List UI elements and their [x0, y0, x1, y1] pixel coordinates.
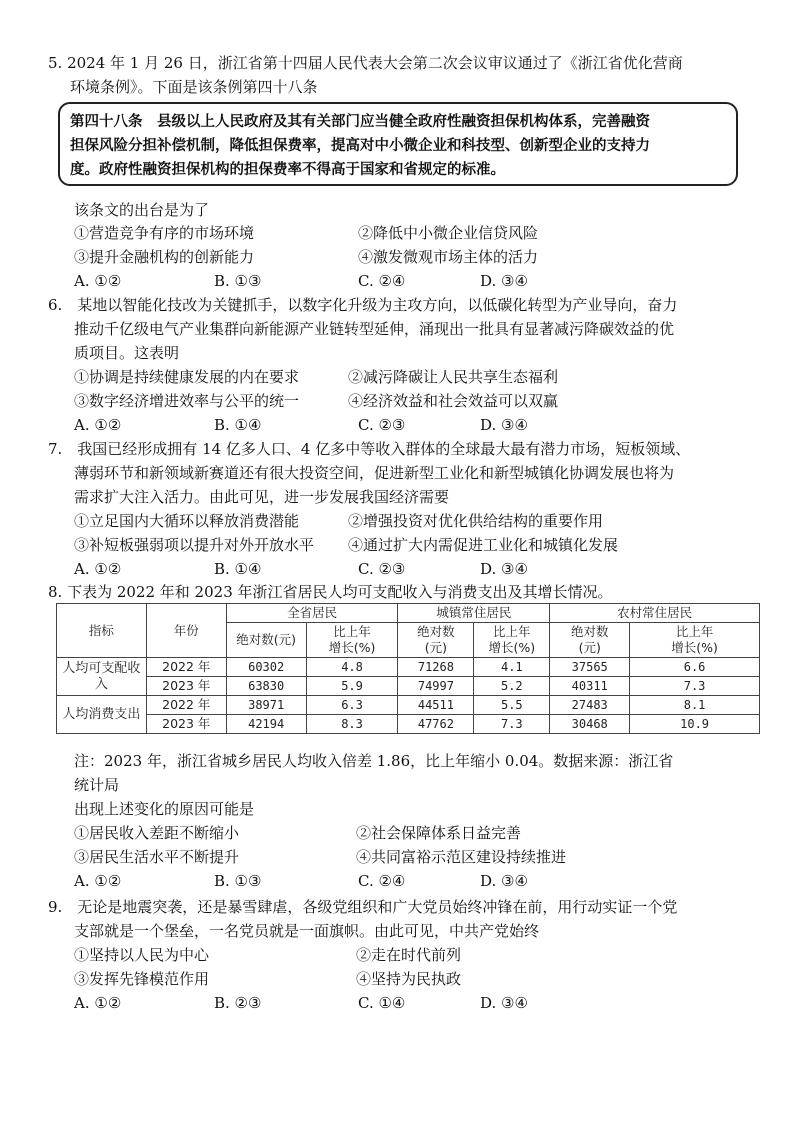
q7-option-1: ①立足国内大循环以释放消费潜能 [74, 512, 300, 530]
table-cell: 63830 [226, 677, 306, 696]
q9-option-3: ③发挥先锋模范作用 [74, 970, 210, 988]
table-row [57, 677, 760, 696]
q6-answer-d[interactable]: D. ③④ [480, 416, 528, 434]
q8-answer-d[interactable]: D. ③④ [480, 872, 528, 890]
q9-stem-line1: 9. 无论是地震突袭，还是暴雪肆虐，各级党组织和广大党员始终冲锋在前，用行动实证一个党 [48, 898, 678, 916]
header-urban: 城镇常住居民 [398, 604, 550, 623]
table-cell: 5.2 [474, 677, 550, 696]
q8-answer-b[interactable]: B. ①③ [214, 872, 262, 890]
table-cell: 44511 [398, 696, 474, 715]
q8-answer-c[interactable]: C. ②④ [358, 872, 406, 890]
q6-answer-a[interactable]: A. ①② [74, 416, 122, 434]
table-cell: 60302 [226, 658, 306, 677]
q5-answer-a[interactable]: A. ①② [74, 272, 122, 290]
table-cell: 8.1 [630, 696, 760, 715]
header-absolute: 绝对数 (元) [398, 623, 474, 658]
article-line: 第四十八条 县级以上人民政府及其有关部门应当健全政府性融资担保机构体系，完善融资 [70, 113, 650, 130]
year-cell: 2022 年 [146, 696, 226, 715]
header-growth: 比上年 增长(%) [630, 623, 760, 658]
q5-answer-d[interactable]: D. ③④ [480, 272, 528, 290]
header-absolute: 绝对数 (元) [550, 623, 630, 658]
table-cell: 27483 [550, 696, 630, 715]
q9-answer-a[interactable]: A. ①② [74, 994, 122, 1012]
header-growth: 比上年 增长(%) [474, 623, 550, 658]
table-row [57, 658, 760, 677]
q9-stem-line2: 支部就是一个堡垒，一名党员就是一面旗帜。由此可见，中共产党始终 [74, 922, 540, 940]
header-rural: 农村常住居民 [550, 604, 760, 623]
table-cell: 74997 [398, 677, 474, 696]
q5-option-2: ②降低中小微企业信贷风险 [358, 224, 539, 242]
header-growth: 比上年 增长(%) [306, 623, 398, 658]
table-cell: 38971 [226, 696, 306, 715]
q6-stem-line2: 推动千亿级电气产业集群向新能源产业链转型延伸，涌现出一批具有显著减污降碳效益的优 [74, 320, 675, 338]
q6-option-3: ③数字经济增进效率与公平的统一 [74, 392, 300, 410]
q9-answer-b[interactable]: B. ②③ [214, 994, 262, 1012]
q9-option-4: ④坚持为民执政 [356, 970, 462, 988]
table-row [57, 715, 760, 734]
q8-question: 出现上述变化的原因可能是 [74, 800, 255, 818]
table-cell: 6.3 [306, 696, 398, 715]
header-year: 年份 [146, 604, 226, 658]
q8-note-line2: 统计局 [74, 776, 120, 794]
article-48-box [58, 102, 738, 186]
q8-note-line1: 注：2023 年，浙江省城乡居民人均收入倍差 1.86，比上年缩小 0.04。数据来源：浙江省 [74, 752, 674, 770]
q7-answer-b[interactable]: B. ①④ [214, 560, 262, 578]
row-label-spending: 人均消费支出 [57, 696, 147, 734]
table-cell: 7.3 [630, 677, 760, 696]
q7-stem-line2: 薄弱环节和新领域新赛道还有很大投资空间，促进新型工业化和新型城镇化协调发展也将为 [74, 464, 675, 482]
article-line: 担保风险分担补偿机制，降低担保费率，提高对中小微企业和科技型、创新型企业的支持力 [70, 137, 650, 154]
q8-option-4: ④共同富裕示范区建设持续推进 [356, 848, 567, 866]
q7-option-3: ③补短板强弱项以提升对外开放水平 [74, 536, 315, 554]
income-spending-table [56, 603, 760, 734]
q9-answer-c[interactable]: C. ①④ [358, 994, 406, 1012]
table-cell: 71268 [398, 658, 474, 677]
table-cell: 40311 [550, 677, 630, 696]
article-line: 度。政府性融资担保机构的担保费率不得高于国家和省规定的标准。 [70, 161, 505, 178]
q7-answer-c[interactable]: C. ②③ [358, 560, 406, 578]
q8-answer-a[interactable]: A. ①② [74, 872, 122, 890]
table-cell: 6.6 [630, 658, 760, 677]
table-cell: 47762 [398, 715, 474, 734]
table-cell: 4.1 [474, 658, 550, 677]
q7-answer-a[interactable]: A. ①② [74, 560, 122, 578]
q6-answer-b[interactable]: B. ①④ [214, 416, 262, 434]
q7-stem-line1: 7. 我国已经形成拥有 14 亿多人口、4 亿多中等收入群体的全球最大最有潜力市场，短板领域、 [48, 440, 691, 458]
q7-stem-line3: 需求扩大注入活力。由此可见，进一步发展我国经济需要 [74, 488, 450, 506]
q6-stem-line3: 质项目。这表明 [74, 344, 180, 362]
q8-option-2: ②社会保障体系日益完善 [356, 824, 522, 842]
q5-stem-line1: 5. 2024 年 1 月 26 日，浙江省第十四届人民代表大会第二次会议审议通过了《浙江省优化营商 [48, 54, 683, 72]
year-cell: 2022 年 [146, 658, 226, 677]
table-row [57, 696, 760, 715]
q8-option-3: ③居民生活水平不断提升 [74, 848, 240, 866]
table-cell: 42194 [226, 715, 306, 734]
q7-option-2: ②增强投资对优化供给结构的重要作用 [348, 512, 604, 530]
table-cell: 10.9 [630, 715, 760, 734]
q5-stem-line2: 环境条例》。下面是该条例第四十八条 [70, 78, 318, 96]
q5-answer-c[interactable]: C. ②④ [358, 272, 406, 290]
q5-question: 该条文的出台是为了 [74, 201, 210, 219]
table-cell: 37565 [550, 658, 630, 677]
q8-stem-line1: 8. 下表为 2022 年和 2023 年浙江省居民人均可支配收入与消费支出及其增长情况。 [48, 583, 613, 601]
header-province: 全省居民 [226, 604, 398, 623]
q9-answer-d[interactable]: D. ③④ [480, 994, 528, 1012]
row-label-income: 人均可支配收入 [57, 658, 147, 696]
q6-option-4: ④经济效益和社会效益可以双赢 [348, 392, 559, 410]
q6-stem-line1: 6. 某地以智能化技改为关键抓手，以数字化升级为主攻方向，以低碳化转型为产业导向，奋力 [48, 296, 678, 314]
q5-option-3: ③提升金融机构的创新能力 [74, 248, 255, 266]
year-cell: 2023 年 [146, 677, 226, 696]
header-indicator: 指标 [57, 604, 147, 658]
table-cell: 7.3 [474, 715, 550, 734]
q5-answer-b[interactable]: B. ①③ [214, 272, 262, 290]
header-absolute: 绝对数(元) [226, 623, 306, 658]
q5-option-1: ①营造竞争有序的市场环境 [74, 224, 255, 242]
q7-answer-d[interactable]: D. ③④ [480, 560, 528, 578]
q6-option-1: ①协调是持续健康发展的内在要求 [74, 368, 300, 386]
q6-option-2: ②减污降碳让人民共享生态福利 [348, 368, 559, 386]
q9-option-1: ①坚持以人民为中心 [74, 946, 210, 964]
q5-option-4: ④激发微观市场主体的活力 [358, 248, 539, 266]
year-cell: 2023 年 [146, 715, 226, 734]
table-cell: 4.8 [306, 658, 398, 677]
q8-option-1: ①居民收入差距不断缩小 [74, 824, 240, 842]
q7-option-4: ④通过扩大内需促进工业化和城镇化发展 [348, 536, 619, 554]
table-cell: 8.3 [306, 715, 398, 734]
q9-option-2: ②走在时代前列 [356, 946, 462, 964]
table-cell: 5.5 [474, 696, 550, 715]
table-cell: 5.9 [306, 677, 398, 696]
table-cell: 30468 [550, 715, 630, 734]
q6-answer-c[interactable]: C. ②③ [358, 416, 406, 434]
